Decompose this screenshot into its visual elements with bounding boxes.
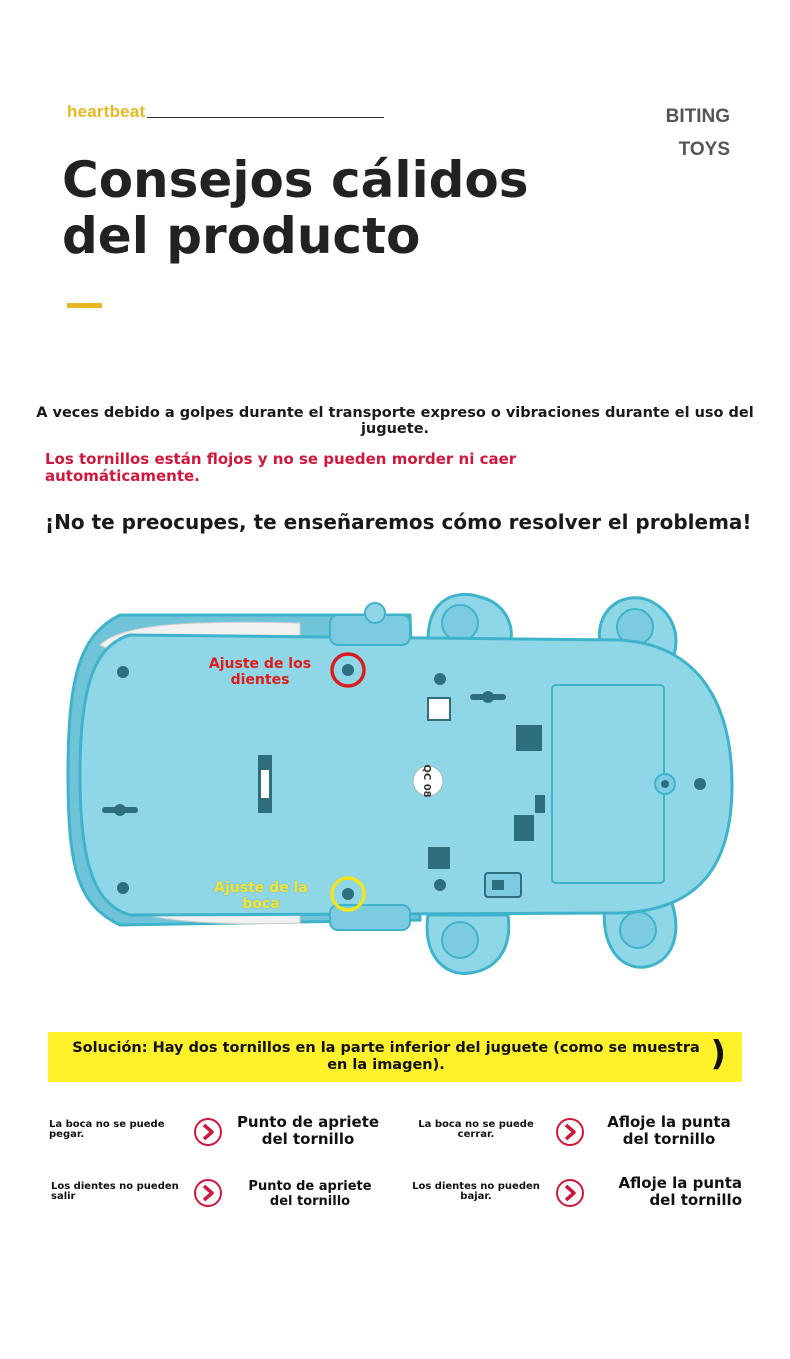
action-text: Punto de apriete del tornillo: [248, 1179, 372, 1209]
category-tag-line1: BITING: [665, 106, 730, 127]
vent-hole: [428, 698, 450, 720]
battery-cover: [552, 685, 664, 883]
page-title-line2: del producto: [62, 207, 421, 265]
vent-hole: [516, 725, 542, 751]
action-text: Punto de apriete del tornillo: [236, 1113, 380, 1148]
mouth-screw-icon: [342, 888, 354, 900]
side-slot-inner: [261, 770, 269, 798]
label-mouth-adjust: Ajuste de la boca: [214, 880, 308, 912]
solution-paren: ): [710, 1034, 726, 1074]
label-teeth-adjust: Ajuste de los dientes: [208, 656, 312, 688]
category-tag: [666, 100, 730, 166]
title-accent-bar: [67, 303, 102, 308]
toy-leg-bottom-left: [427, 915, 509, 973]
reassure-text: ¡No te preocupes, te enseñaremos cómo resolver el problema!: [45, 510, 752, 534]
problem-text: Los dientes no pueden bajar.: [412, 1181, 540, 1202]
vent-hole: [535, 795, 545, 813]
vent-hole: [514, 815, 534, 841]
action-text: Afloje la punta del tornillo: [607, 1113, 731, 1148]
arrow-right-icon: [555, 1178, 585, 1208]
screw-icon: [117, 882, 129, 894]
switch-knob: [492, 880, 504, 890]
brand-divider: [147, 117, 384, 118]
arrow-right-icon: [555, 1117, 585, 1147]
warning-text: Los tornillos están flojos y no se pueden morder ni caer automáticamente.: [45, 450, 517, 485]
screw-icon: [434, 673, 446, 685]
screw-icon: [117, 666, 129, 678]
problem-text: Los dientes no pueden salir: [51, 1181, 179, 1202]
screw-icon: [694, 778, 706, 790]
toy-underside-image: [60, 585, 740, 985]
arrow-right-icon: [193, 1117, 223, 1147]
intro-text: A veces debido a golpes durante el transporte expreso o vibraciones durante el uso del juguete.: [36, 405, 754, 437]
arrow-right-icon: [193, 1178, 223, 1208]
battery-cover-screw-head: [661, 780, 669, 788]
action-text: Afloje la punta del tornillo: [618, 1174, 742, 1209]
problem-text: La boca no se puede pegar.: [49, 1119, 165, 1140]
category-tag-line2: TOYS: [678, 139, 730, 160]
problem-text: La boca no se puede cerrar.: [418, 1119, 534, 1140]
qc-stamp-text: QC 08: [421, 764, 432, 798]
vent-hole: [428, 847, 450, 869]
toy-knob: [365, 603, 385, 623]
solution-banner: [48, 1032, 742, 1082]
screw-icon: [434, 879, 446, 891]
teeth-screw-icon: [342, 664, 354, 676]
page-title-line1: Consejos cálidos: [62, 151, 529, 209]
solution-text: Solución: Hay dos tornillos en la parte inferior del juguete (como se muestra en la imagen).: [72, 1040, 700, 1073]
brand-name: heartbeat: [67, 102, 146, 121]
page-title: [62, 152, 582, 264]
